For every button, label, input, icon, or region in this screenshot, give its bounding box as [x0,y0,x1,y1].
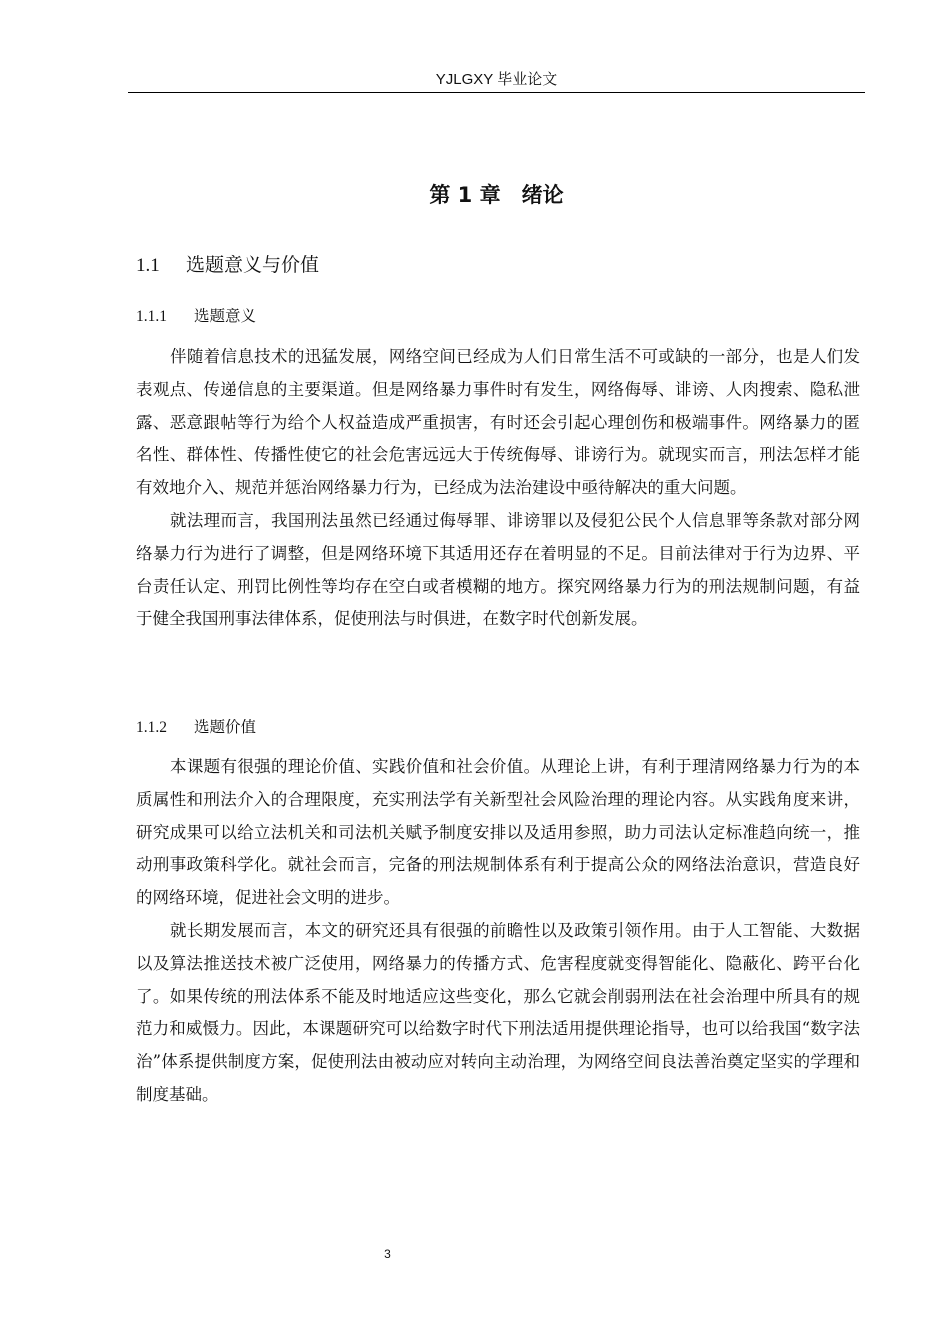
body-paragraph: 伴随着信息技术的迅猛发展，网络空间已经成为人们日常生活不可或缺的一部分，也是人们发表观点、传递信息的主要渠道。但是网络暴力事件时有发生，网络侮辱、诽谤、人肉搜索、隐私泄露、恶意跟帖等行为给个人权益造成严重损害，有时还会引起心理创伤和极端事件。网络暴力的匿名性、群体性、传播性使它的社会危害远远大于传统侮辱、诽谤行为。就现实而言，刑法怎样才能有效地介入、规范并惩治网络暴力行为，已经成为法治建设中亟待解决的重大问题。 [136,347,860,498]
subsection-title-text: 选题意义 [194,307,257,325]
section-title-text: 选题意义与价值 [186,254,320,276]
header-divider [128,92,865,93]
subsection-title-text: 选题价值 [194,718,257,736]
subsection-heading-significance [136,305,256,328]
subsection-body-significance [136,341,860,636]
section-heading [136,252,319,279]
body-paragraph: 就长期发展而言，本文的研究还具有很强的前瞻性以及政策引领作用。由于人工智能、大数据以及算法推送技术被广泛使用，网络暴力的传播方式、危害程度就变得智能化、隐蔽化、跨平台化了。如果传统的刑法体系不能及时地适应这些变化，那么它就会削弱刑法在社会治理中所具有的规范力和威慑力。因此，本课题研究可以给数字时代下刑法适用提供理论指导，也可以给我国“数字法治”体系提供制度方案，促使刑法由被动应对转向主动治理，为网络空间良法善治奠定坚实的学理和制度基础。 [136,920,860,1104]
subsection-heading-value [136,716,256,739]
chapter-title: 第 1 章 绪论 [429,183,564,207]
subsection-number: 1.1.1 [136,308,167,325]
section-number: 1.1 [136,255,160,276]
subsection-body-value [136,751,860,1112]
page-header: YJLGXY 毕业论文 [435,71,558,88]
page-number: 3 [384,1247,391,1261]
body-paragraph: 本课题有很强的理论价值、实践价值和社会价值。从理论上讲，有利于理清网络暴力行为的本质属性和刑法介入的合理限度，充实刑法学有关新型社会风险治理的理论内容。从实践角度来讲，研究成果可以给立法机关和司法机关赋予制度安排以及适用参照，助力司法认定标准趋向统一，推动刑事政策科学化。就社会而言，完备的刑法规制体系有利于提高公众的网络法治意识，营造良好的网络环境，促进社会文明的进步。 [136,757,860,908]
subsection-number: 1.1.2 [136,719,167,736]
body-paragraph: 就法理而言，我国刑法虽然已经通过侮辱罪、诽谤罪以及侵犯公民个人信息罪等条款对部分网络暴力行为进行了调整，但是网络环境下其适用还存在着明显的不足。目前法律对于行为边界、平台责任认定、刑罚比例性等均存在空白或者模糊的地方。探究网络暴力行为的刑法规制问题，有益于健全我国刑事法律体系，促使刑法与时俱进，在数字时代创新发展。 [136,510,860,629]
